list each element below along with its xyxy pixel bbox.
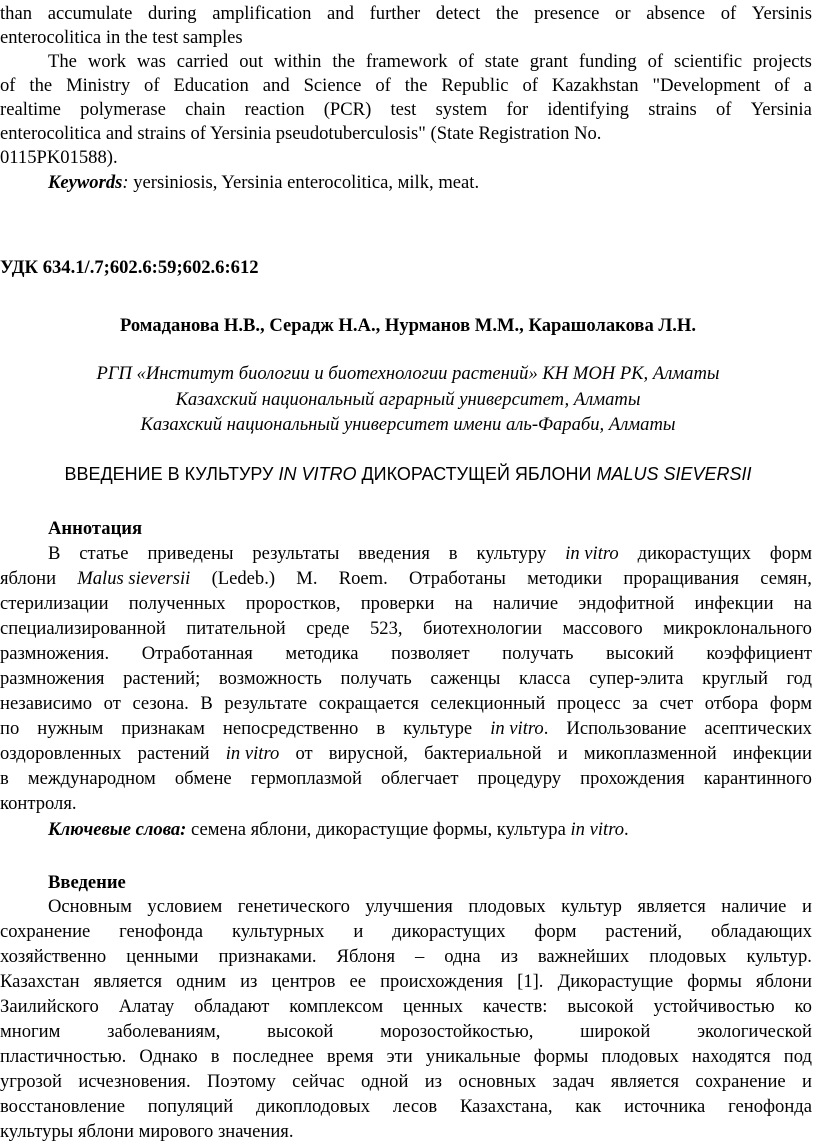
russian-keywords — [48, 818, 816, 842]
annotation-line-5: размножения. Отработанная методика позволяет получать высокий коэффициент — [0, 643, 812, 664]
keywords-italic-ru: in vitro — [570, 819, 625, 840]
keywords-label: Keywords — [48, 172, 123, 193]
intro-line-2: сохранение генофонда культурных и дикорастущих форм растений, обладающих — [0, 921, 812, 942]
title-italic-1: IN VITRO — [278, 464, 357, 484]
keywords-text: yersiniosis, Yersinia enterocolitica, мilk, meat. — [128, 172, 480, 193]
annotation-line-2: яблони Malus sieversii (Ledeb.) M. Roem. Отработаны методики проращивания семян, — [0, 568, 812, 589]
keywords-text-ru: семена яблони, дикорастущие формы, культура — [186, 819, 571, 840]
annotation-heading: Аннотация — [48, 518, 143, 539]
annotation-line-8: по нужным признакам непосредственно в культуре in vitro. Использование асептических — [0, 718, 812, 739]
title-italic-2: MALUS SIEVERSII — [596, 464, 752, 484]
intro-line-4: Казахстан является одним из центров ее происхождения [1]. Дикорастущие формы яблони — [0, 971, 812, 992]
affiliation-1: РГП «Институт биологии и биотехнологии растений» КН МОН РК, Алматы — [96, 363, 720, 384]
keywords-end-ru: . — [624, 819, 629, 840]
keywords-label-ru: Ключевые слова: — [48, 819, 187, 840]
funding-line-2: of the Ministry of Education and Science of the Republic of Kazakhstan "Development of a — [0, 75, 812, 96]
intro-line-6: многим заболеваниям, высокой морозостойкостью, широкой экологической — [0, 1021, 812, 1042]
english-abstract-line-2: enterocolitica in the test samples — [0, 27, 243, 48]
funding-line-3: realtime polymerase chain reaction (PCR) test system for identifying strains of Yersinia — [0, 99, 812, 120]
intro-line-5: Заилийского Алатау обладают комплексом ценных качеств: высокой устойчивостью ко — [0, 996, 812, 1017]
funding-line-5: 0115PK01588). — [0, 147, 118, 168]
annotation-line-10: в международном обмене гермоплазмой облегчает процедуру прохождения карантинного — [0, 768, 812, 789]
keywords-colon: : — [122, 172, 129, 193]
intro-line-1: Основным условием генетического улучшения плодовых культур является наличие и — [48, 896, 812, 917]
affiliation-3: Казахский национальный университет имени аль-Фараби, Алматы — [140, 414, 676, 435]
intro-line-7: пластичностью. Однако в последнее время эти уникальные формы плодовых находятся под — [0, 1046, 812, 1067]
authors: Ромаданова Н.В., Серадж Н.А., Нурманов М.М., Карашолакова Л.Н. — [119, 315, 697, 336]
annotation-line-1: В статье приведены результаты введения в культуру in vitro дикорастущих форм — [48, 543, 812, 564]
intro-heading: Введение — [48, 872, 126, 893]
english-abstract-line-1: than accumulate during amplification and further detect the presence or absence of Yersinis — [0, 3, 812, 24]
annotation-line-7: независимо от сезона. В результате сокращается селекционный процесс за счет отбора форм — [0, 693, 812, 714]
english-keywords — [48, 171, 816, 195]
intro-line-10: культуры яблони мирового значения. — [0, 1121, 294, 1142]
intro-line-9: восстановление популяций дикоплодовых лесов Казахстана, как источника генофонда — [0, 1096, 812, 1117]
annotation-line-4: специализированной питательной среде 523, биотехнологии массового микроклонального — [0, 618, 812, 639]
title-part-1: ВВЕДЕНИЕ В КУЛЬТУРУ — [64, 464, 279, 484]
article-title — [0, 463, 816, 487]
title-part-2: ДИКОРАСТУЩЕЙ ЯБЛОНИ — [356, 464, 597, 484]
annotation-line-3: стерилизации полученных проростков, проверки на наличие эндофитной инфекции на — [0, 593, 812, 614]
affiliation-2: Казахский национальный аграрный университет, Алматы — [175, 389, 641, 410]
intro-line-8: угрозой исчезновения. Поэтому сейчас одной из основных задач является сохранение и — [0, 1071, 812, 1092]
annotation-line-11: контроля. — [0, 793, 77, 814]
annotation-line-6: размножения растений; возможность получать саженцы класса супер-элита круглый год — [0, 668, 812, 689]
intro-line-3: хозяйственно ценными признаками. Яблоня – одна из важнейших плодовых культур. — [0, 946, 812, 967]
funding-line-1: The work was carried out within the framework of state grant funding of scientific projects — [48, 51, 812, 72]
funding-line-4: enterocolitica and strains of Yersinia pseudotuberculosis" (State Registration No. — [0, 123, 602, 144]
annotation-line-9: оздоровленных растений in vitro от вирусной, бактериальной и микоплазменной инфекции — [0, 743, 812, 764]
udk-code: УДК 634.1/.7;602.6:59;602.6:612 — [0, 257, 259, 278]
